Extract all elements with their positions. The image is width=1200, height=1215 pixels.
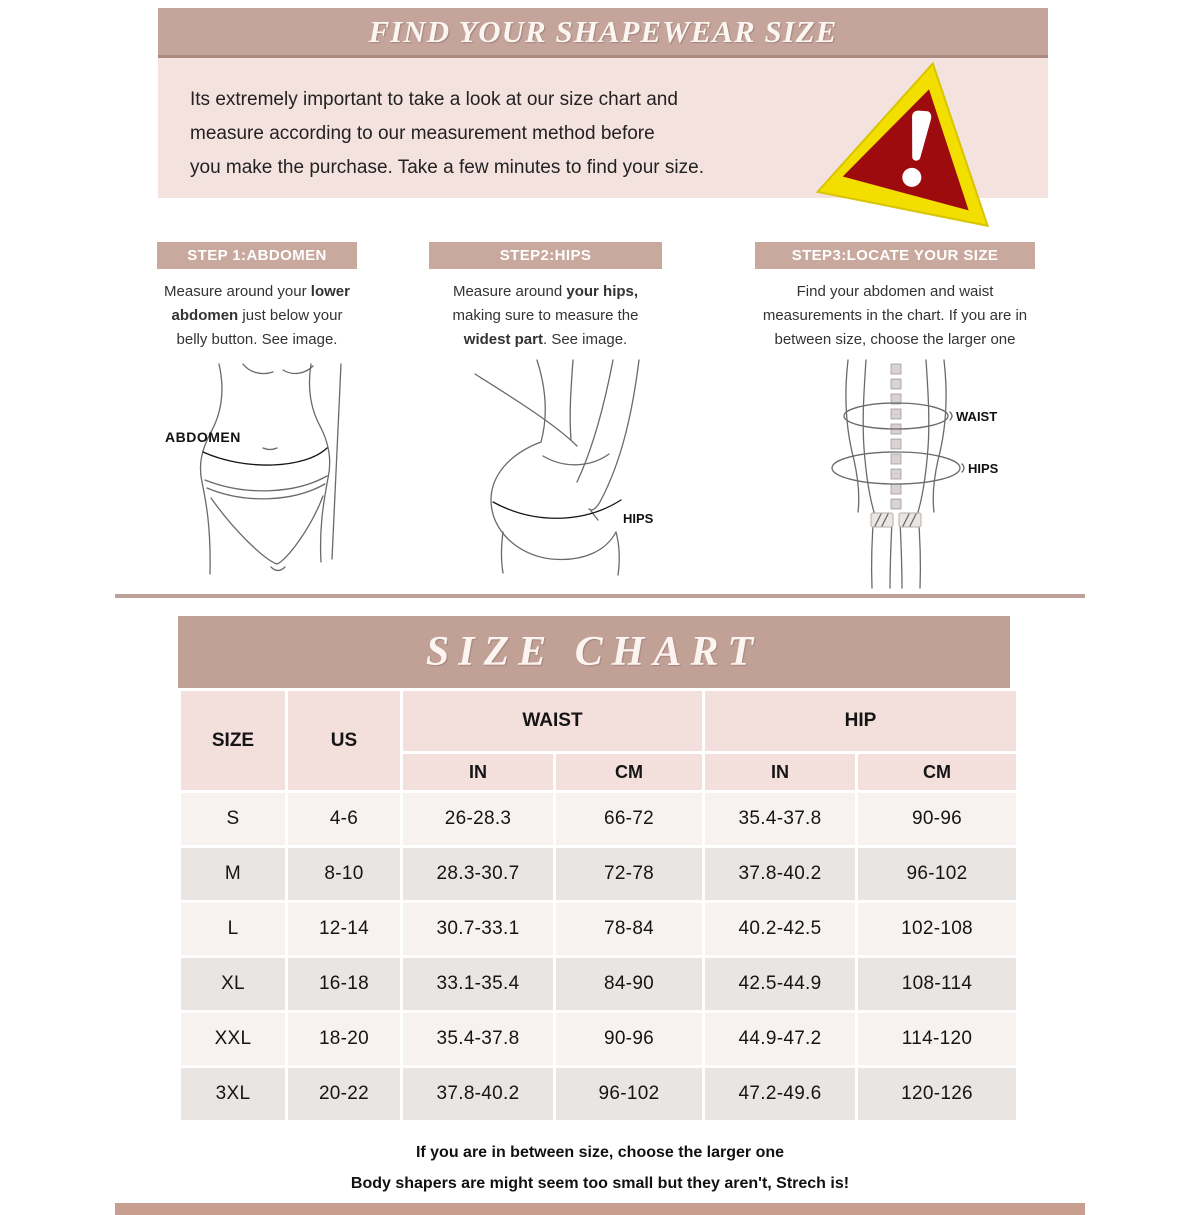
thigh-bands xyxy=(871,513,921,527)
step-1-seg: just below your belly button. See image. xyxy=(176,307,343,348)
cell-hip-cm: 108-114 xyxy=(858,958,1016,1010)
cell-hip-in: 44.9-47.2 xyxy=(705,1013,855,1065)
cell-hip-in: 42.5-44.9 xyxy=(705,958,855,1010)
cell-hip-cm: 90-96 xyxy=(858,793,1016,845)
step-2-seg: making sure to measure the xyxy=(452,307,639,324)
table-row-xl xyxy=(181,958,1016,1010)
hips-figure xyxy=(473,360,658,575)
cell-hip-in: 35.4-37.8 xyxy=(705,793,855,845)
waist-label: WAIST xyxy=(956,409,998,424)
size-chart-title: SIZE CHART xyxy=(425,629,763,675)
cell-size: L xyxy=(181,903,285,955)
step-3-seg: Find your abdomen and waist measurements in the chart. If you are in between size, choose the larger one xyxy=(762,283,1028,348)
table-row-m xyxy=(181,848,1016,900)
cell-waist-in: 35.4-37.8 xyxy=(403,1013,553,1065)
warning-icon xyxy=(813,60,1003,232)
page-title: FIND YOUR SHAPEWEAR SIZE xyxy=(368,13,838,49)
step-1-seg: Measure around your xyxy=(164,283,311,300)
cell-hip-cm: 120-126 xyxy=(858,1068,1016,1120)
step-1-text xyxy=(157,280,357,352)
cell-hip-in: 37.8-40.2 xyxy=(705,848,855,900)
cell-waist-cm: 72-78 xyxy=(556,848,702,900)
cell-waist-cm: 96-102 xyxy=(556,1068,702,1120)
step-2 xyxy=(429,242,662,352)
cell-us: 18-20 xyxy=(288,1013,400,1065)
hips-label: HIPS xyxy=(623,511,654,526)
col-header-waist-cm: CM xyxy=(556,754,702,790)
cell-hip-in: 47.2-49.6 xyxy=(705,1068,855,1120)
bottom-bar xyxy=(115,1203,1085,1215)
col-header-hip-cm: CM xyxy=(858,754,1016,790)
size-chart-table xyxy=(178,688,1019,1123)
step-3-header: STEP3:LOCATE YOUR SIZE xyxy=(755,242,1035,269)
step-2-header: STEP2:HIPS xyxy=(429,242,662,269)
cell-waist-cm: 78-84 xyxy=(556,903,702,955)
step-2-seg: . See image. xyxy=(542,331,628,348)
step-1-seg-bold: lower abdomen xyxy=(171,283,350,324)
size-chart-banner xyxy=(178,616,1010,688)
intro-line: you make the purchase. Take a few minutes to find your size. xyxy=(190,157,704,178)
cell-us: 16-18 xyxy=(288,958,400,1010)
col-header-us: US xyxy=(288,691,400,790)
step-2-seg-bold: widest part xyxy=(463,331,543,348)
cell-waist-cm: 66-72 xyxy=(556,793,702,845)
cell-us: 4-6 xyxy=(288,793,400,845)
intro-box xyxy=(158,58,1048,198)
header-banner xyxy=(158,8,1048,58)
cell-waist-cm: 84-90 xyxy=(556,958,702,1010)
cell-hip-in: 40.2-42.5 xyxy=(705,903,855,955)
col-header-hip: HIP xyxy=(705,691,1016,751)
figures-row xyxy=(115,360,1085,578)
cell-hip-cm: 102-108 xyxy=(858,903,1016,955)
steps-row xyxy=(157,242,1035,352)
intro-line: Its extremely important to take a look at our size chart and xyxy=(190,89,678,110)
step-2-seg-bold: your hips, xyxy=(566,283,639,300)
col-header-waist: WAIST xyxy=(403,691,702,751)
intro-line: measure according to our measurement method before xyxy=(190,123,655,144)
col-header-hip-in: IN xyxy=(705,754,855,790)
abdomen-figure xyxy=(165,364,355,576)
hips-label-2: HIPS xyxy=(968,461,999,476)
cell-waist-in: 37.8-40.2 xyxy=(403,1068,553,1120)
abdomen-label: ABDOMEN xyxy=(165,429,241,445)
step-2-seg: Measure around xyxy=(452,283,567,300)
locate-size-figure xyxy=(826,360,999,590)
cell-size: M xyxy=(181,848,285,900)
cell-waist-cm: 90-96 xyxy=(556,1013,702,1065)
cell-size: XL xyxy=(181,958,285,1010)
note-between-size: If you are in between size, choose the larger one xyxy=(415,1144,785,1161)
cell-waist-in: 28.3-30.7 xyxy=(403,848,553,900)
cell-hip-cm: 114-120 xyxy=(858,1013,1016,1065)
step-2-text xyxy=(429,280,662,352)
table-row-l xyxy=(181,903,1016,955)
cell-hip-cm: 96-102 xyxy=(858,848,1016,900)
table-row-xxl xyxy=(181,1013,1016,1065)
cell-us: 8-10 xyxy=(288,848,400,900)
cell-size: 3XL xyxy=(181,1068,285,1120)
col-header-waist-in: IN xyxy=(403,754,553,790)
step-3 xyxy=(755,242,1035,352)
cell-size: S xyxy=(181,793,285,845)
cell-size: XXL xyxy=(181,1013,285,1065)
table-row-s xyxy=(181,793,1016,845)
cell-waist-in: 33.1-35.4 xyxy=(403,958,553,1010)
table-row-3xl xyxy=(181,1068,1016,1120)
note-stretch: Body shapers are might seem too small but they aren't, Strech is! xyxy=(350,1175,850,1192)
section-divider xyxy=(115,594,1085,598)
step-1-header: STEP 1:ABDOMEN xyxy=(157,242,357,269)
col-header-size: SIZE xyxy=(181,691,285,790)
cell-waist-in: 30.7-33.1 xyxy=(403,903,553,955)
cell-us: 20-22 xyxy=(288,1068,400,1120)
step-3-text xyxy=(755,280,1035,352)
step-1 xyxy=(157,242,357,352)
cell-waist-in: 26-28.3 xyxy=(403,793,553,845)
cell-us: 12-14 xyxy=(288,903,400,955)
hook-strip xyxy=(891,364,901,509)
